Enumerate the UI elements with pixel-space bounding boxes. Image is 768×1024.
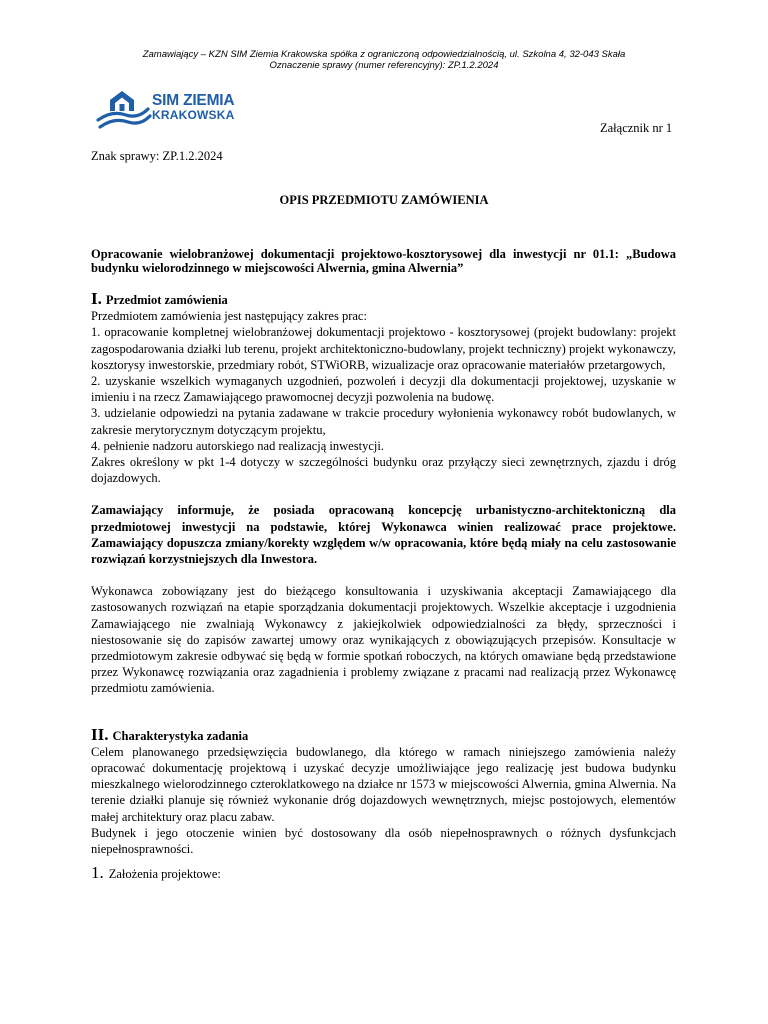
logo-line-1: SIM ZIEMIA: [152, 92, 235, 109]
header-line-contractor: Zamawiający – KZN SIM Ziemia Krakowska spółka z ograniczoną odpowiedzialnością, ul. Szkolna 4, 32-043 Skała: [142, 49, 626, 60]
section-1-heading: [91, 291, 676, 308]
scope-item: 1. opracowanie kompletnej wielobranżowej dokumentacji projektowo - kosztorysowej (projekt budowlany: projekt zagospodarowania działki lub terenu, projekt architektoniczno-budowlany, projekt techniczny) projekt wykonawczy, kosztorysy inwestorskie, przedmiary robót, STWiORB, wizualizacje oraz opracowanie materiałów przetargowych,: [91, 325, 676, 372]
subsection-1-heading: [91, 865, 676, 882]
concept-notice: Zamawiający informuje, że posiada opracowaną koncepcję urbanistyczno-architektoniczną dla przedmiotowej inwestycji na podstawie, której Wykonawca winien realizować prace projektowe. Zamawiający dopuszcza zmiany/korekty względem w/w opracowania, które będą miały na celu zastosowanie rozwiązań korzystniejszych dla Inwestora.: [91, 503, 676, 567]
case-reference: Znak sprawy: ZP.1.2.2024: [91, 149, 223, 163]
order-subject: Opracowanie wielobranżowej dokumentacji projektowo-kosztorysowej dla inwestycji nr 01.1: „Budowa budynku wielorodzinnego w miejscowości Alwernia, gmina Alwernia”: [91, 247, 676, 275]
subsection-1-title: Założenia projektowe:: [108, 867, 221, 882]
section-1-title: Przedmiot zamówienia: [105, 293, 228, 307]
document-body: [91, 247, 676, 883]
section-1-number: I.: [91, 289, 102, 308]
attachment-label: Załącznik nr 1: [600, 121, 673, 135]
document-title: OPIS PRZEDMIOTU ZAMÓWIENIA: [279, 193, 489, 207]
section-2-number: II.: [91, 724, 109, 744]
scope-item: 4. pełnienie nadzoru autorskiego nad realizacją inwestycji.: [91, 438, 384, 453]
accessibility-note: Budynek i jego otoczenie winien być dostosowany dla osób niepełnosprawnych o różnych dysfunkcjach niepełnosprawności.: [91, 825, 676, 857]
section-2-heading: [91, 724, 676, 744]
section-2-title: Charakterystyka zadania: [112, 728, 249, 743]
house-logo-icon: [96, 90, 152, 130]
company-logo: [96, 90, 246, 130]
page-header: [0, 49, 768, 71]
consultation-paragraph: Wykonawca zobowiązany jest do bieżącego konsultowania i uzyskiwania akceptacji Zamawiającego dla zastosowanych rozwiązań na etapie sporządzania dokumentacji projektowych. Wszelkie akceptacje i uzgodnienia Zamawiającego nie zwalniają Wykonawcy z jakiejkolwiek odpowiedzialności za błędy, sprzeczności i niestosowanie się do zapisów zawartej umowy oraz wynikających z obowiązujących przepisów. Konsultacje w przedmiotowym zakresie odbywać się będą w formie spotkań roboczych, na których omawiane będą przedstawione przez Wykonawcę rozwiązania oraz zagadnienia i problemy związane z pracami nad realizacją przez Wykonawcę przedmiotu zamówienia.: [91, 584, 676, 696]
scope-item: 2. uzyskanie wszelkich wymaganych uzgodnień, pozwoleń i decyzji dla dokumentacji projektowej, uzyskanie w imieniu i na rzecz Zamawiającego prawomocnej decyzji pozwolenia na budowę.: [91, 374, 676, 405]
task-description: Celem planowanego przedsięwzięcia budowlanego, dla którego w ramach niniejszego zamówienia należy opracować dokumentację projektową i uzyskać decyzje umożliwiające jego realizację jest budowa budynku mieszkalnego wielorodzinnego czteroklatkowego na działce nr 1573 w miejscowości Alwernia, gmina Alwernia. Na terenie działki planuje się również wykonanie dróg dojazdowych wewnętrznych, miejsc postojowych, elementów małej architektury oraz placu zabaw.: [91, 744, 676, 824]
section-1-intro: Przedmiotem zamówienia jest następujący zakres prac:: [91, 309, 367, 324]
subsection-1-number: 1.: [91, 863, 104, 883]
logo-line-2: KRAKOWSKA: [152, 108, 235, 122]
scope-item: 3. udzielanie odpowiedzi na pytania zadawane w trakcie procedury wyłonienia wykonawcy robót budowlanych, w zakresie merytorycznym dotyczącym projektu,: [91, 406, 676, 437]
logo-wordmark: [152, 92, 234, 122]
scope-note: Zakres określony w pkt 1-4 dotyczy w szczególności budynku oraz przyłączy sieci zewnętrznych, zjazdu i dróg dojazdowych.: [91, 455, 676, 486]
header-line-reference: Oznaczenie sprawy (numer referencyjny): ZP.1.2.2024: [269, 60, 499, 71]
